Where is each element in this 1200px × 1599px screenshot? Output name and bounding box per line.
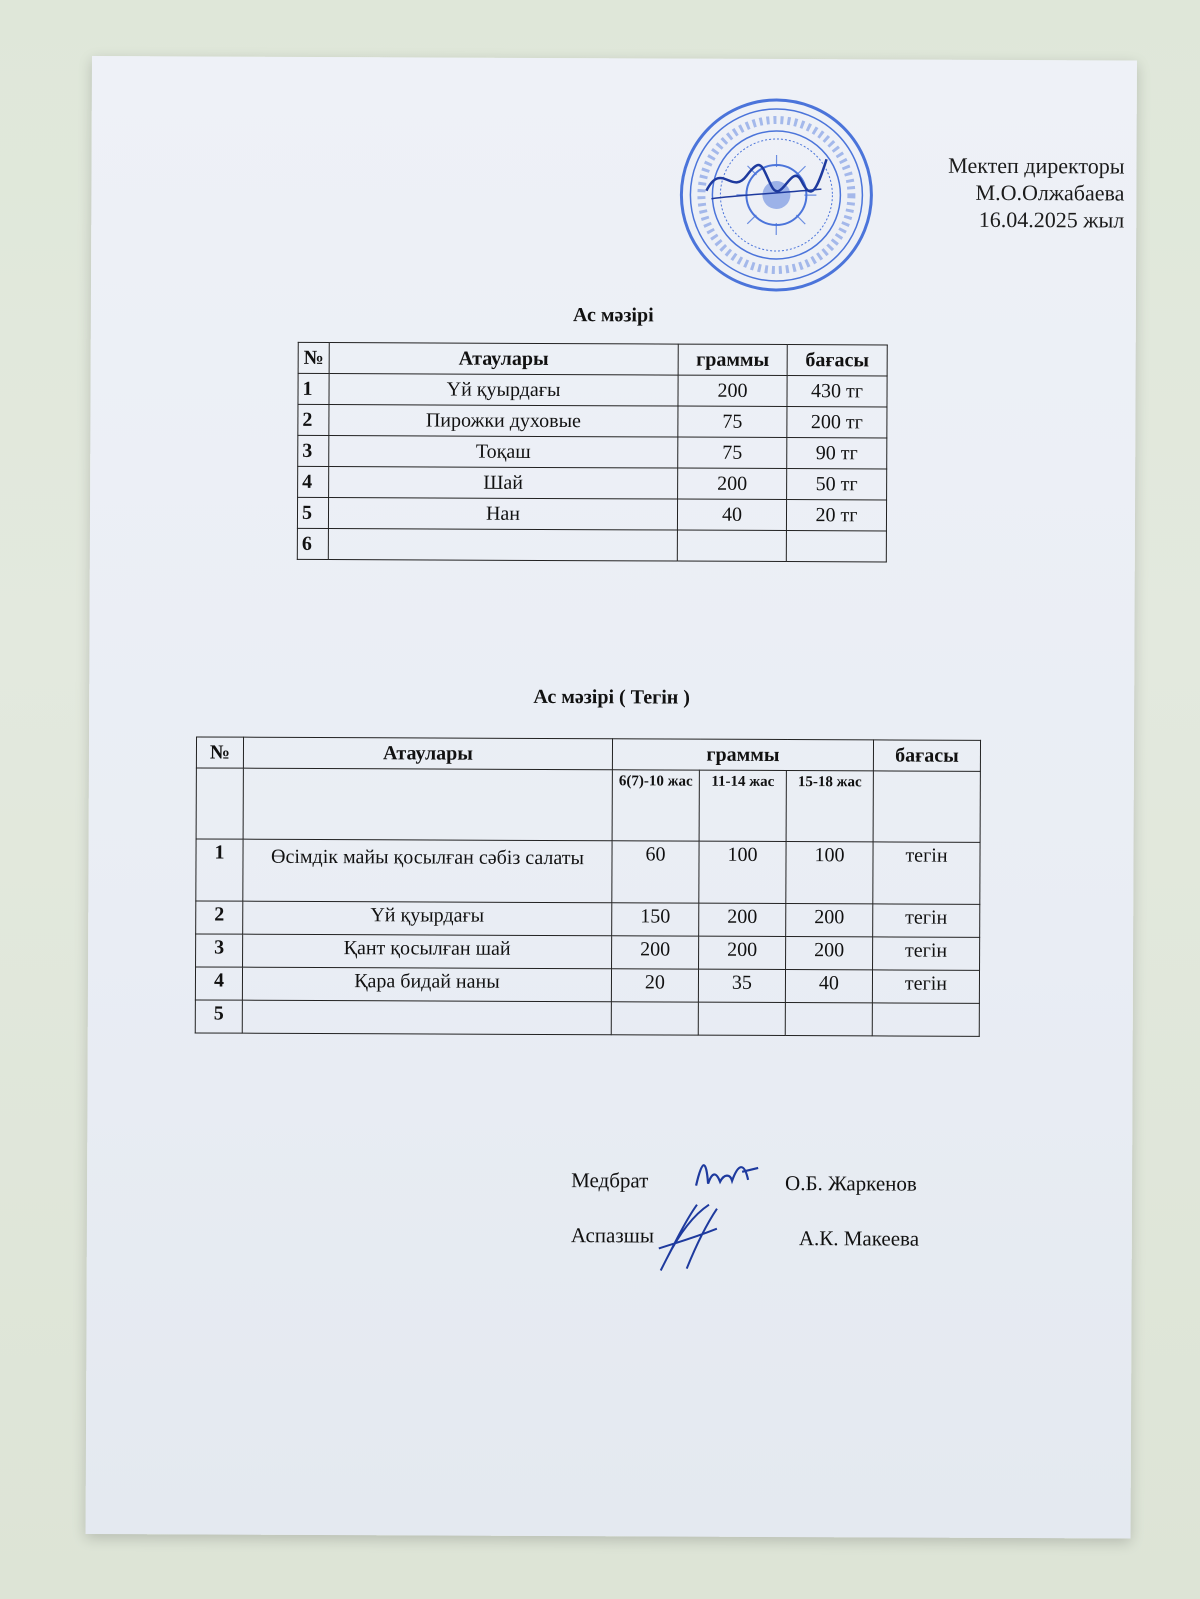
row-grams-age3: 200 [786, 937, 873, 970]
age-group-3: 15-18 жас [786, 771, 873, 842]
row-number: 1 [196, 839, 243, 901]
cook-role: Аспазшы [570, 1223, 655, 1248]
row-number: 3 [298, 435, 329, 466]
row-number: 5 [195, 1000, 242, 1033]
menu-table [297, 342, 888, 563]
table-header-row [298, 342, 887, 376]
approval-position: Мектеп директоры [948, 152, 1125, 179]
row-name: Өсімдік майы қосылған сәбіз салаты [243, 839, 612, 903]
table-row [298, 373, 887, 407]
header-grams: граммы [612, 739, 873, 771]
row-grams-age3: 100 [786, 842, 873, 904]
row-number: 2 [298, 404, 329, 435]
document-page [86, 56, 1137, 1539]
row-price: тегін [873, 904, 980, 937]
row-name: Қара бидай наны [242, 967, 611, 1002]
table-row [298, 466, 887, 500]
menu-title: Ас мәзірі [573, 304, 654, 327]
medbrat-name: О.Б. Жаркенов [785, 1171, 917, 1196]
row-number: 3 [196, 934, 243, 967]
row-number: 2 [196, 901, 243, 934]
row-grams-age2: 100 [699, 841, 786, 903]
row-name: Үй қуырдағы [329, 374, 678, 407]
row-number: 1 [298, 373, 329, 404]
table-row [196, 901, 980, 937]
row-name: Тоқаш [329, 436, 678, 469]
row-grams-age1: 20 [611, 969, 698, 1002]
table-row [297, 528, 886, 562]
approval-date: 16.04.2025 жыл [978, 206, 1125, 233]
row-grams: 200 [678, 468, 787, 499]
row-grams-age2: 35 [698, 969, 785, 1002]
table-row [195, 1000, 979, 1036]
header-number: № [196, 737, 243, 768]
table-row [297, 497, 886, 531]
row-price: 430 тг [787, 376, 887, 407]
row-name [242, 1000, 611, 1035]
approval-name: М.О.Олжабаева [975, 179, 1125, 206]
header-price: бағасы [787, 345, 887, 376]
row-grams: 40 [677, 499, 786, 530]
medbrat-role: Медбрат [571, 1168, 649, 1193]
row-grams-age3: 200 [786, 904, 873, 937]
age-group-row [196, 768, 980, 842]
row-price: 90 тг [787, 438, 887, 469]
free-menu-title: Ас мәзірі ( Тегін ) [533, 685, 691, 709]
row-price: тегін [873, 937, 980, 970]
row-grams-age1: 200 [612, 936, 699, 969]
cook-signature [657, 1198, 727, 1273]
free-menu-table [195, 736, 981, 1036]
row-name: Үй қуырдағы [243, 901, 612, 936]
medbrat-signature [692, 1154, 762, 1194]
row-grams-age2: 200 [699, 936, 786, 969]
age-group-2: 11-14 жас [699, 770, 786, 841]
row-price [872, 1003, 979, 1036]
table-row [298, 404, 887, 438]
row-price: 50 тг [787, 469, 887, 500]
row-number: 6 [297, 528, 328, 559]
row-name: Қант қосылған шай [243, 934, 612, 969]
row-grams: 75 [678, 406, 787, 437]
row-grams: 200 [678, 375, 787, 406]
director-signature [701, 151, 831, 212]
row-price [786, 531, 886, 562]
row-number: 4 [195, 967, 242, 1000]
row-price: 200 тг [787, 407, 887, 438]
row-number: 4 [298, 466, 329, 497]
row-price: тегін [872, 970, 979, 1003]
row-name: Пирожки духовые [329, 405, 678, 438]
header-price: бағасы [873, 740, 980, 771]
row-grams-age1 [611, 1002, 698, 1035]
header-name: Атаулары [243, 737, 612, 770]
table-row [196, 934, 980, 970]
table-header-row [196, 737, 980, 771]
age-group-1: 6(7)-10 жас [612, 770, 699, 841]
row-grams-age3 [785, 1003, 872, 1036]
header-name: Атаулары [329, 343, 678, 376]
row-name [328, 529, 677, 562]
row-price: 20 тг [786, 500, 886, 531]
header-grams: граммы [678, 344, 787, 375]
row-grams-age2: 200 [699, 903, 786, 936]
row-name: Нан [328, 498, 677, 531]
row-name: Шай [329, 467, 678, 500]
row-grams: 75 [678, 437, 787, 468]
table-row [195, 967, 979, 1003]
row-price: тегін [873, 842, 980, 904]
approval-block [948, 152, 1125, 234]
row-number: 5 [297, 497, 328, 528]
row-grams [677, 530, 786, 561]
cook-name: А.К. Макеева [798, 1226, 920, 1251]
header-number: № [298, 342, 329, 373]
table-row [298, 435, 887, 469]
row-grams-age2 [698, 1002, 785, 1035]
table-row [196, 839, 980, 904]
row-grams-age1: 150 [612, 903, 699, 936]
row-grams-age3: 40 [785, 970, 872, 1003]
row-grams-age1: 60 [612, 841, 699, 903]
